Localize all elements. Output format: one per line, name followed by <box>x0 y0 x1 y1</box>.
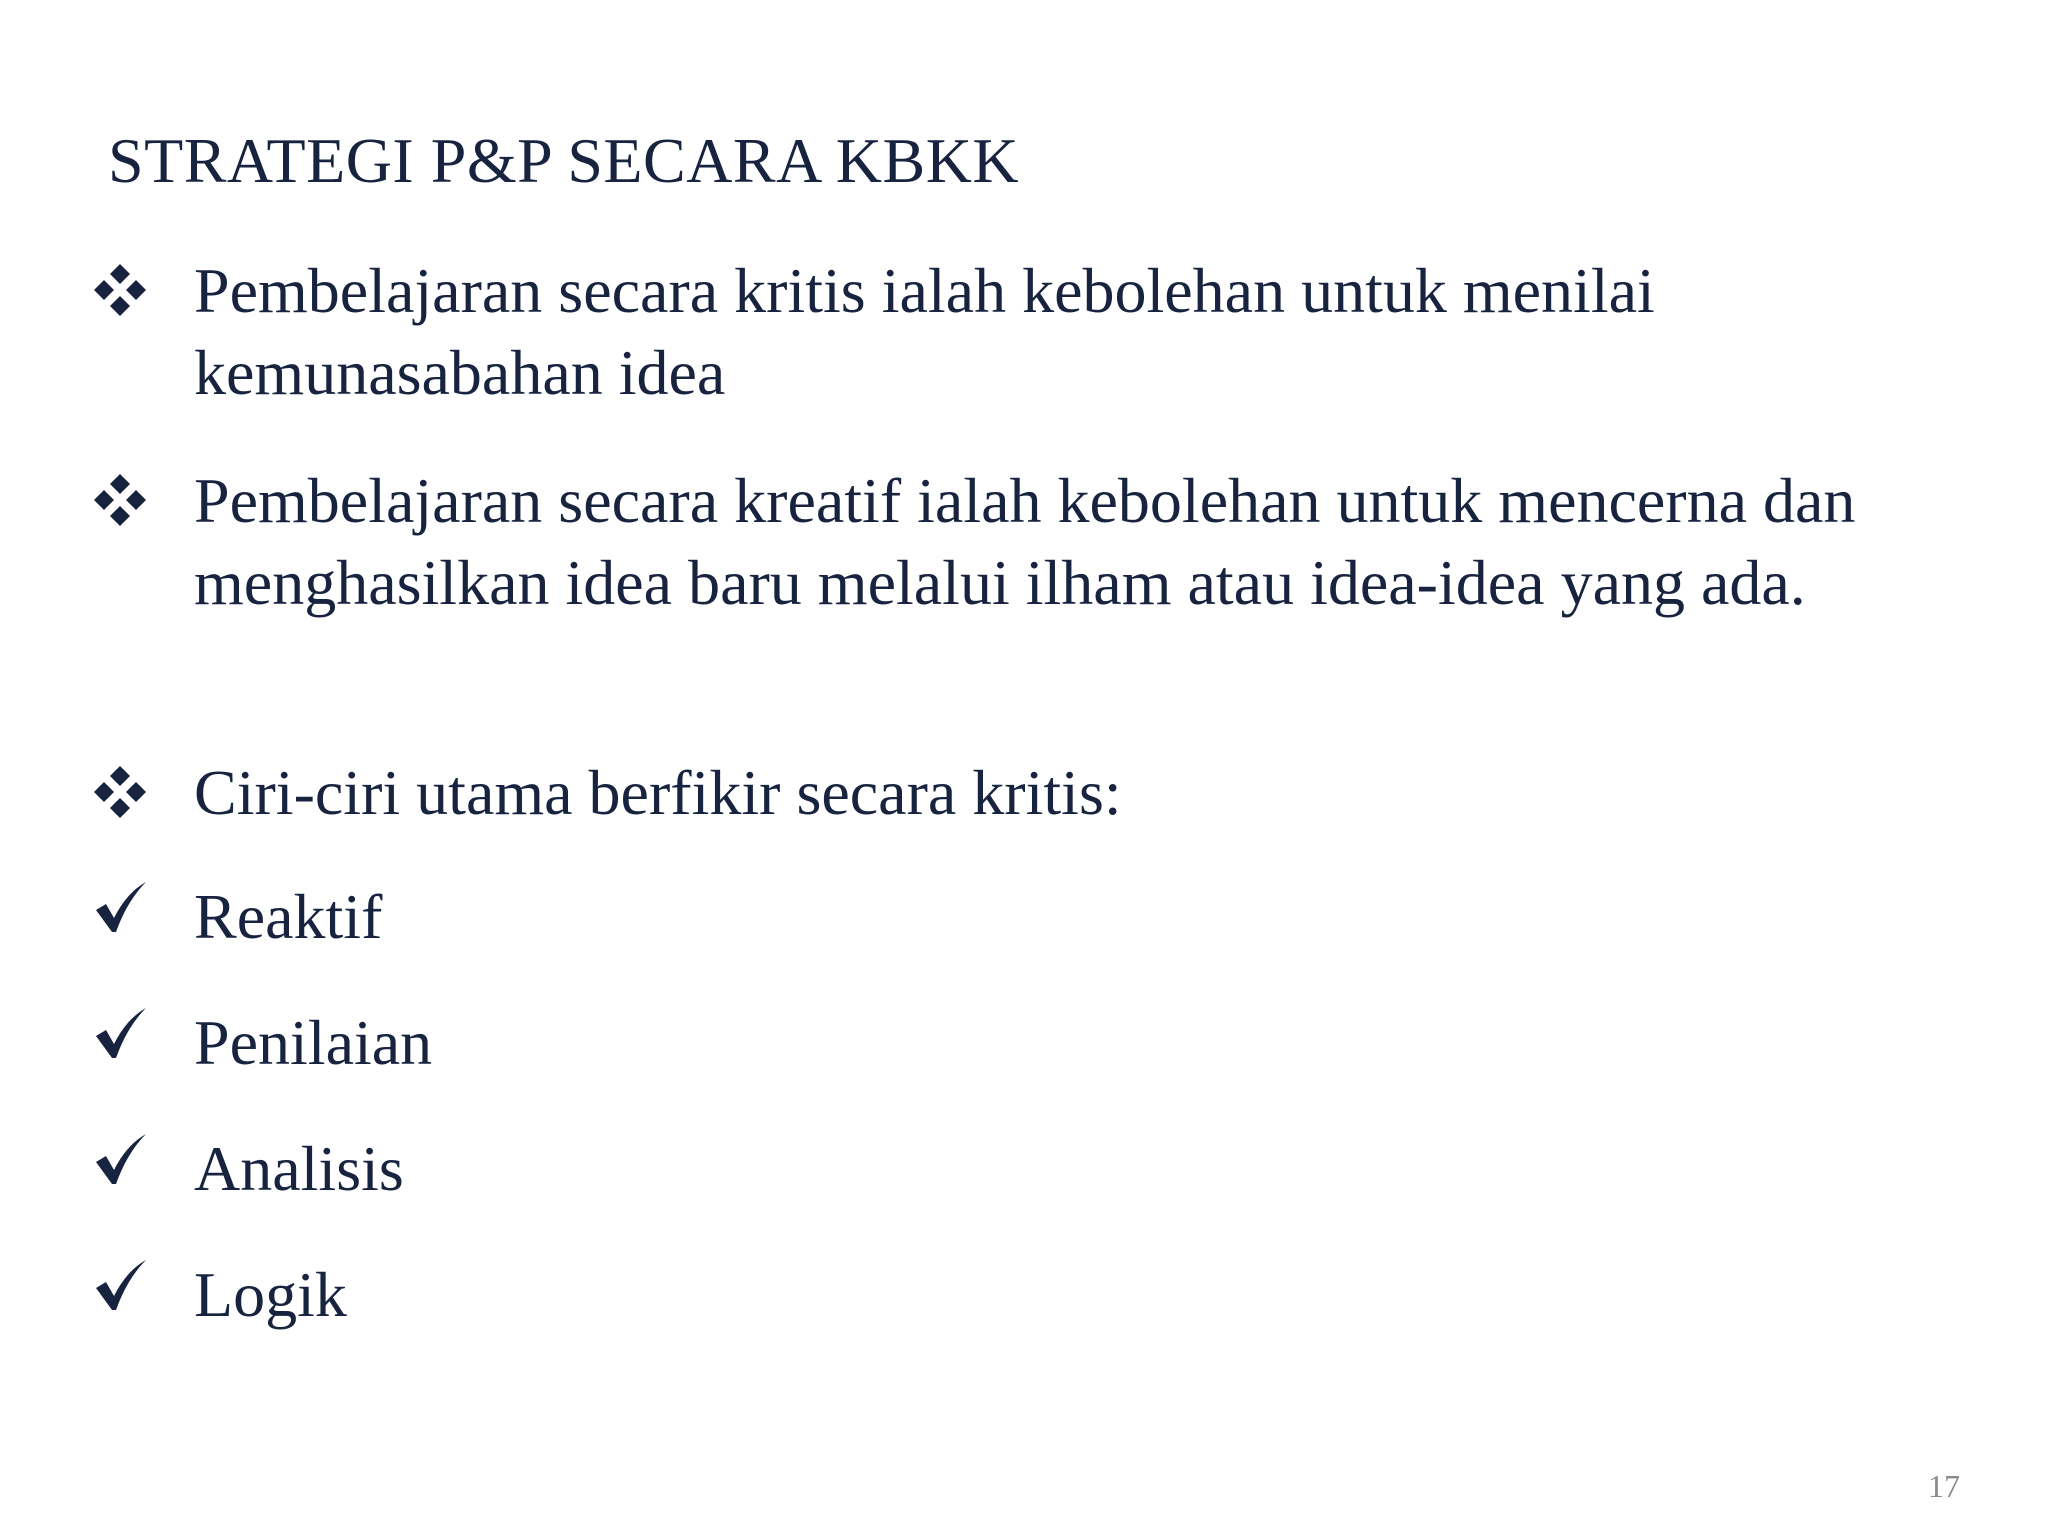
checkmark-icon <box>92 880 156 944</box>
diamond-bullet-icon <box>92 472 156 536</box>
diamond-bullet-icon <box>92 262 156 326</box>
checkmark-icon <box>92 1006 156 1070</box>
page-number: 17 <box>1928 1468 1960 1504</box>
check-text: Logik <box>194 1259 347 1330</box>
slide-title: STRATEGI P&P SECARA KBKK <box>108 125 1020 196</box>
bullet-text: Ciri-ciri utama berfikir secara kritis: <box>194 757 1122 828</box>
checkmark-icon <box>92 1258 156 1322</box>
check-text: Analisis <box>194 1133 404 1204</box>
check-text: Reaktif <box>194 881 383 952</box>
bullet-text: Pembelajaran secara kritis ialah kebolehan untuk menilai kemunasabahan idea <box>194 255 1655 408</box>
diamond-bullet-icon <box>92 764 156 828</box>
checkmark-icon <box>92 1132 156 1196</box>
check-text: Penilaian <box>194 1007 433 1078</box>
bullet-text: Pembelajaran secara kreatif ialah kebolehan untuk mencerna dan menghasilkan idea baru melalui ilham atau idea-idea yang ada. <box>194 465 1856 618</box>
